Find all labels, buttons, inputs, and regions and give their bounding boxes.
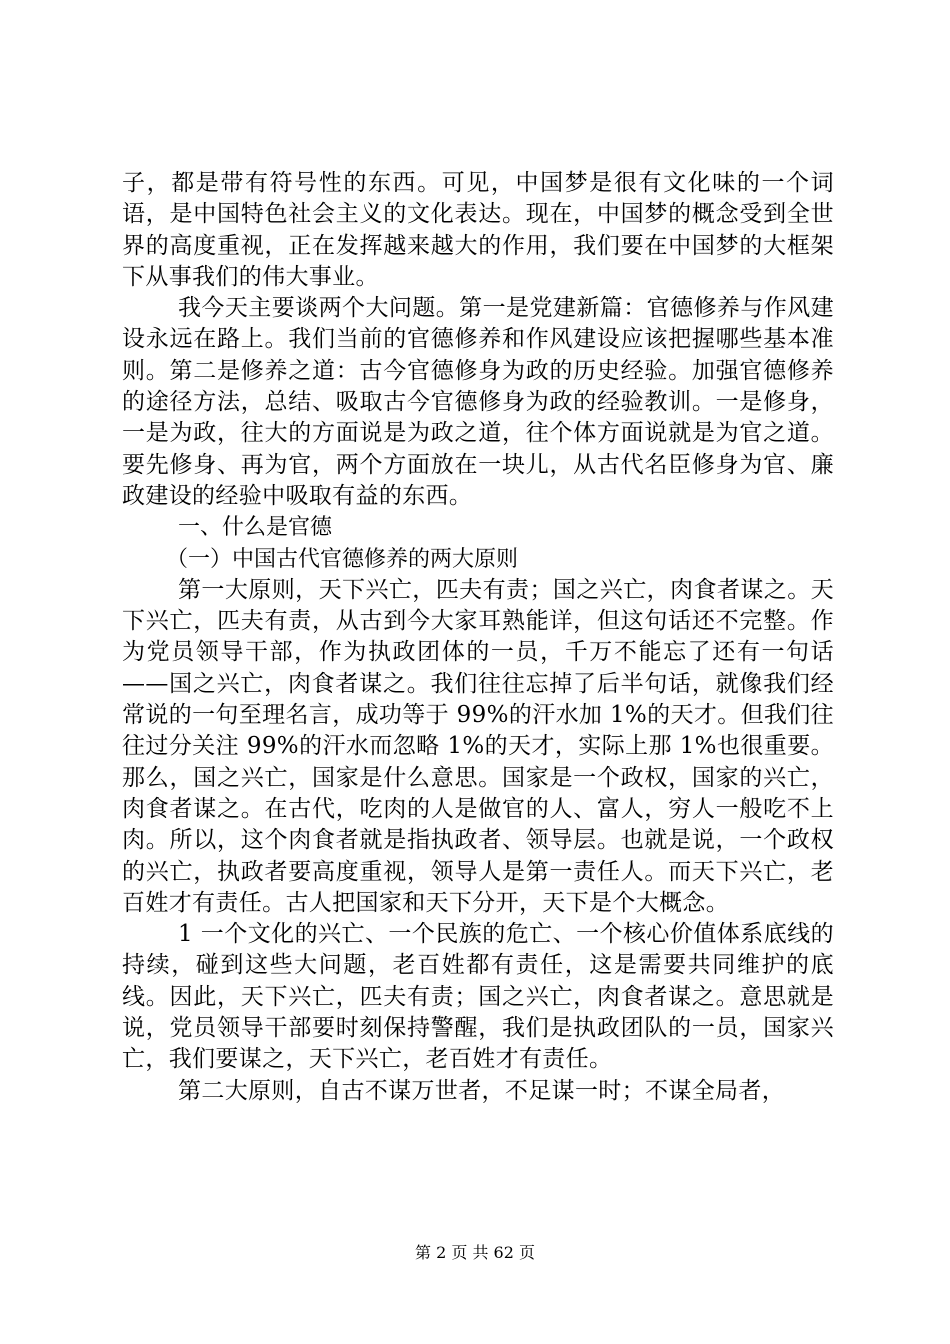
subsection-heading: （一）中国古代官德修养的两大原则 [166, 546, 519, 572]
paragraph-culture: 1 一个文化的兴亡、一个民族的危亡、一个核心价值体系底线的持续，碰到这些大问题，老百姓都有责任，这是需要共同维护的底线。因此，天下兴亡，匹夫有责；国之兴亡，肉食者谋之。意思就是说，党员领导干部要时刻保持警醒，我们是执政团队的一员，国家兴亡，我们要谋之，天下兴亡，老百姓才有责任。 [122, 921, 834, 1073]
paragraph-second-principle: 第二大原则，自古不谋万世者，不足谋一时；不谋全局者， [178, 1077, 786, 1104]
paragraph-intro: 我今天主要谈两个大问题。第一是党建新篇：官德修养与作风建设永远在路上。我们当前的官德修养和作风建设应该把握哪些基本准则。第二是修养之道：古今官德修身为政的历史经验。加强官德修养的途径方法，总结、吸取古今官德修身为政的经验教训。一是修身，一是为政，往大的方面说是为政之道，往个体方面说就是为官之道。要先修身、再为官，两个方面放在一块儿，从古代名臣修身为官、廉政建设的经验中吸取有益的东西。 [122, 295, 834, 509]
page-footer: 第 2 页 共 62 页 [415, 1243, 535, 1262]
paragraph-first-principle: 第一大原则，天下兴亡，匹夫有责；国之兴亡，肉食者谋之。天下兴亡，匹夫有责，从古到今大家耳熟能详，但这句话还不完整。作为党员领导干部，作为执政团体的一员，千万不能忘了还有一句话——国之兴亡，肉食者谋之。我们往往忘掉了后半句话，就像我们经常说的一句至理名言，成功等于 99%的汗水加 1%的天才。但我们往往过分关注 99%的汗水而忽略 1%的天才，实际上那 1%也很重要。那么，国之兴亡，国家是什么意思。国家是一个政权，国家的兴亡，肉食者谋之。在古代，吃肉的人是做官的人、富人，穷人一般吃不上肉。所以，这个肉食者就是指执政者、领导层。也就是说，一个政权的兴亡，执政者要高度重视，领导人是第一责任人。而天下兴亡，老百姓才有责任。古人把国家和天下分开，天下是个大概念。 [122, 576, 834, 916]
document-body [122, 168, 834, 1107]
section-heading: 一、什么是官德 [178, 515, 333, 541]
paragraph-continuation: 子，都是带有符号性的东西。可见，中国梦是很有文化味的一个词语，是中国特色社会主义的文化表达。现在，中国梦的概念受到全世界的高度重视，正在发挥越来越大的作用，我们要在中国梦的大框架下从事我们的伟大事业。 [122, 170, 834, 290]
